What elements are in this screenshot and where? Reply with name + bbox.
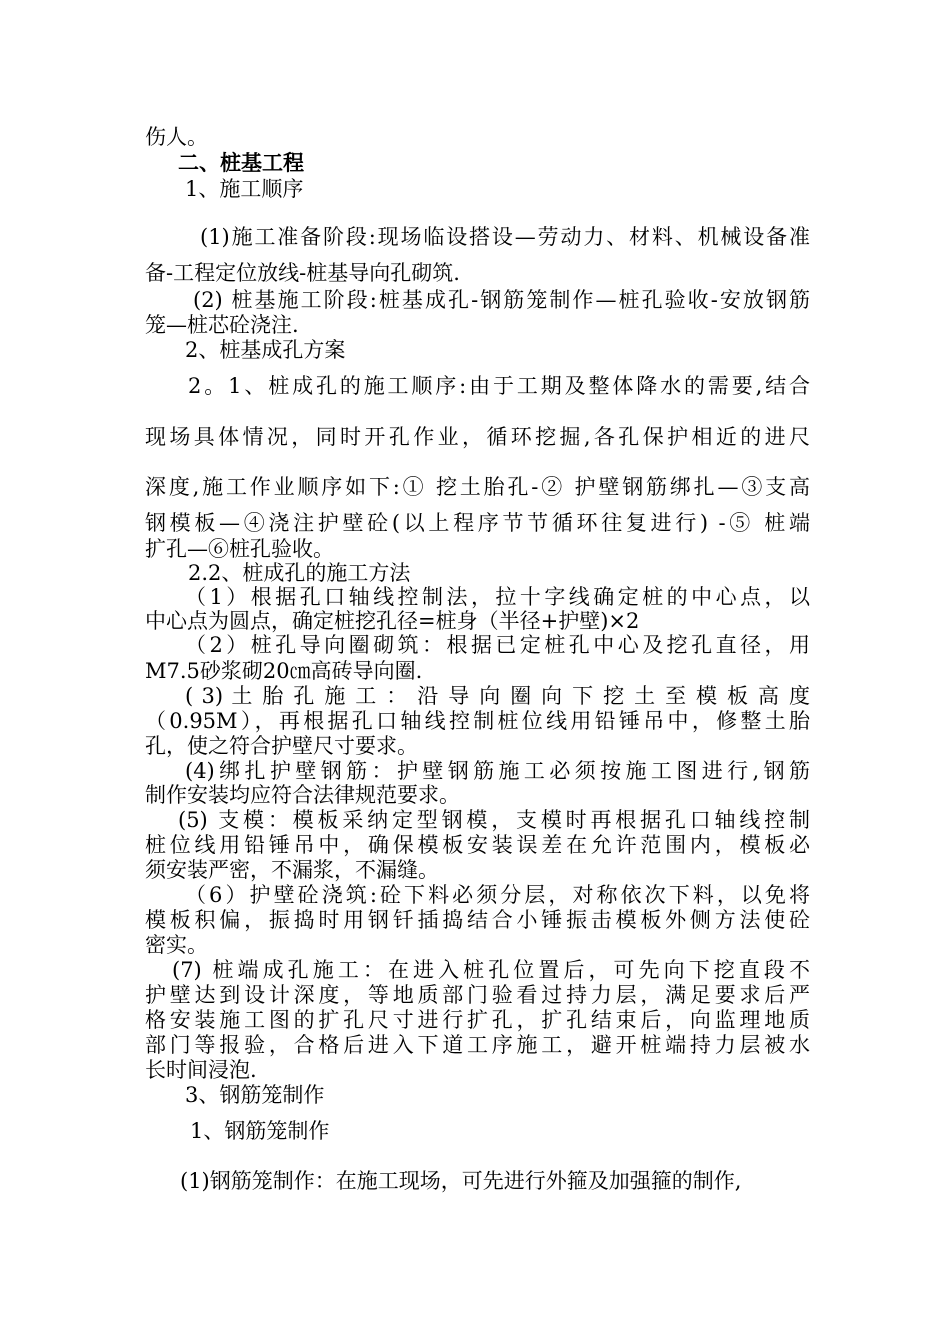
- paragraph-line: (7) 桩端成孔施工：在进入桩孔位置后，可先向下挖直段不: [172, 958, 810, 982]
- paragraph-line: 须安装严密，不漏浆，不漏缝。: [145, 858, 439, 882]
- paragraph-line: 深度,施工作业顺序如下:① 挖土胎孔-② 护壁钢筋绑扎—③支高: [145, 475, 810, 499]
- paragraph-line: 中心点为圆点，确定桩挖孔径=桩身（半径+护壁)×2: [145, 609, 640, 633]
- paragraph-line: 2。1、桩成孔的施工顺序:由于工期及整体降水的需要,结合: [188, 374, 810, 398]
- paragraph-line: 长时间浸泡.: [145, 1058, 257, 1082]
- paragraph-line: (5) 支模：模板采纳定型钢模，支模时再根据孔口轴线控制: [178, 808, 810, 832]
- paragraph-line: （2）桩孔导向圈砌筑：根据已定桩孔中心及挖孔直径，用: [185, 633, 810, 657]
- paragraph-line: (1)施工准备阶段:现场临设搭设—劳动力、材料、机械设备准: [200, 225, 810, 249]
- paragraph-line: （0.95M），再根据孔口轴线控制桩位线用铅锤吊中，修整土胎: [145, 709, 810, 733]
- paragraph-line: M7.5砂浆砌20㎝高砖导向圈.: [145, 659, 423, 683]
- paragraph-line: (2) 桩基施工阶段:桩基成孔-钢筋笼制作—桩孔验收-安放钢筋: [193, 288, 810, 312]
- paragraph-line: (1)钢筋笼制作：在施工现场，可先进行外箍及加强箍的制作,: [180, 1169, 742, 1193]
- paragraph-line: 孔，使之符合护壁尺寸要求。: [145, 734, 418, 758]
- paragraph-line: 模板积偏，振捣时用钢钎插捣结合小锤振击模板外侧方法使砼: [145, 908, 810, 932]
- paragraph-line: 扩孔—⑥桩孔验收。: [145, 537, 334, 561]
- paragraph-line: 桩位线用铅锤吊中，确保模板安装误差在允许范围内，模板必: [145, 833, 810, 857]
- paragraph-line: 伤人。: [145, 125, 208, 149]
- paragraph-line: 格安装施工图的扩孔尺寸进行扩孔，扩孔结束后，向监理地质: [145, 1008, 810, 1032]
- subsection-heading: 1、施工顺序: [185, 177, 304, 201]
- paragraph-line: 笼—桩芯砼浇注.: [145, 313, 299, 337]
- paragraph-line: 部门等报验，合格后进入下道工序施工，避开桩端持力层被水: [145, 1033, 810, 1057]
- subsection-heading: 3、钢筋笼制作: [185, 1083, 325, 1107]
- subsection-heading: 2、桩基成孔方案: [185, 338, 346, 362]
- paragraph-line: 钢模板—④浇注护壁砼(以上程序节节循环往复进行) -⑤ 桩端: [145, 511, 810, 535]
- subsection-heading: 2.2、桩成孔的施工方法: [188, 561, 411, 585]
- paragraph-line: 制作安装均应符合法律规范要求。: [145, 783, 460, 807]
- paragraph-line: （6）护壁砼浇筑:砼下料必须分层，对称依次下料，以免将: [185, 883, 810, 907]
- paragraph-line: ( 3) 土 胎 孔 施 工 ： 沿 导 向 圈 向 下 挖 土 至 模 板 高 度: [185, 684, 810, 708]
- paragraph-line: 备-工程定位放线-桩基导向孔砌筑.: [145, 261, 460, 285]
- paragraph-line: 护壁达到设计深度，等地质部门验看过持力层，满足要求后严: [145, 983, 810, 1007]
- paragraph-line: （1）根据孔口轴线控制法，拉十字线确定桩的中心点，以: [185, 585, 810, 609]
- paragraph-line: 密实。: [145, 933, 208, 957]
- paragraph-line: 现场具体情况，同时开孔作业，循环挖掘,各孔保护相近的进尺: [145, 425, 810, 449]
- subsection-heading: 1、钢筋笼制作: [190, 1119, 330, 1143]
- section-heading: 二、桩基工程: [178, 150, 304, 175]
- paragraph-line: (4)绑扎护壁钢筋：护壁钢筋施工必须按施工图进行,钢筋: [185, 759, 810, 783]
